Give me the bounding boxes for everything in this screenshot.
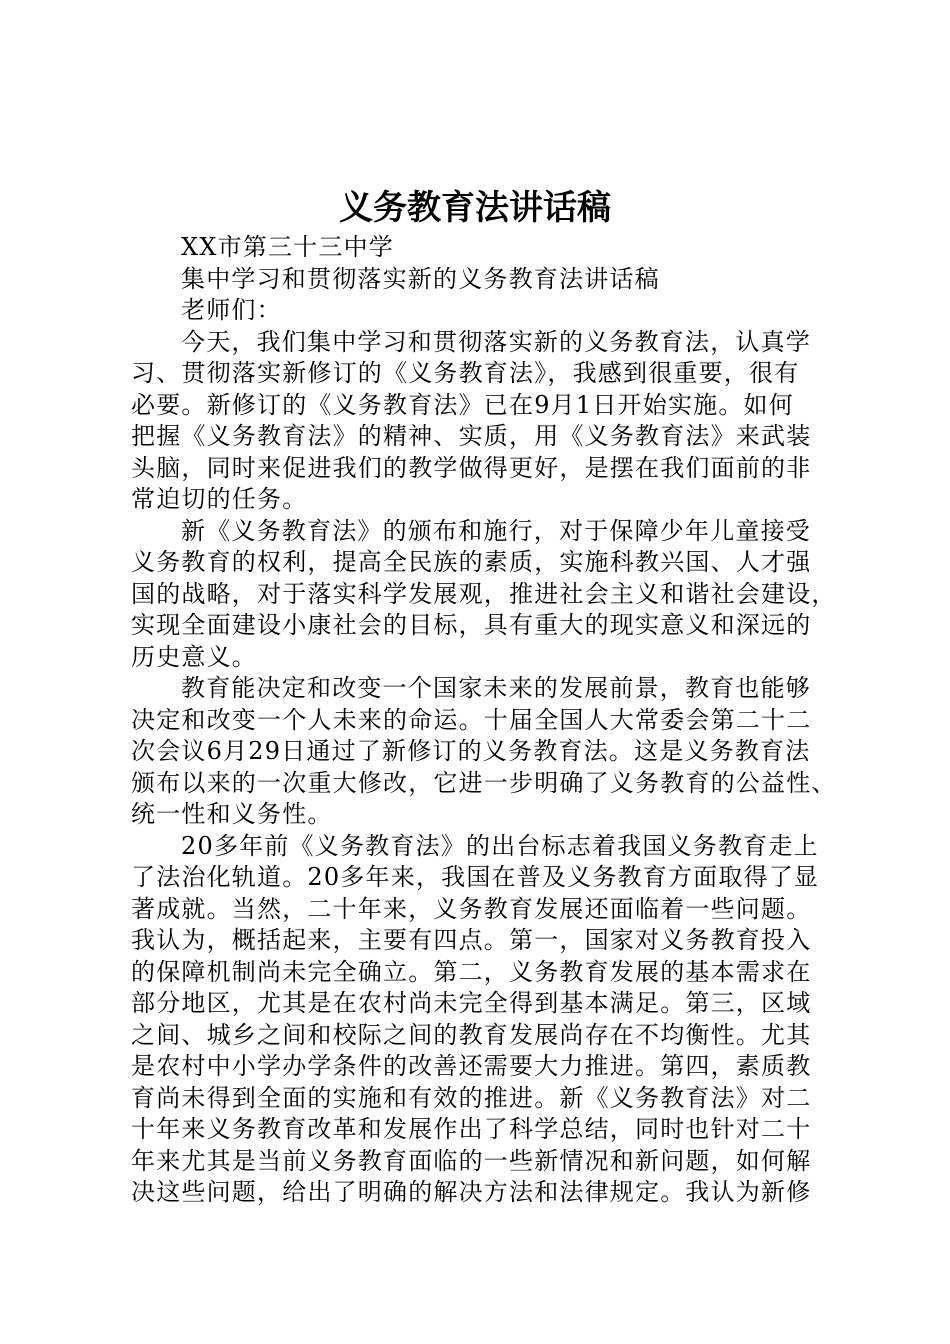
body-line: 国的战略，对于落实科学发展观，推进社会主义和谐社会建设， — [131, 579, 837, 608]
body-line: 义务教育的权利，提高全民族的素质，实施科教兴国、人才强 — [131, 548, 812, 576]
body-line: 常迫切的任务。 — [131, 485, 308, 513]
body-line: 今天，我们集中学习和贯彻落实新的义务教育法，认真学 — [181, 327, 811, 356]
body-line: 了法治化轨道。20多年来，我国在普及义务教育方面取得了显 — [131, 863, 820, 891]
body-line: 育尚未得到全面的实施和有效的推进。新《义务教育法》对二 — [131, 1083, 812, 1112]
body-line: 新《义务教育法》的颁布和施行，对于保障少年儿童接受 — [181, 516, 811, 545]
body-line: 集中学习和贯彻落实新的义务教育法讲话稿 — [181, 264, 660, 293]
body-line: 头脑，同时来促进我们的教学做得更好，是摆在我们面前的非 — [131, 453, 812, 482]
document-body — [131, 232, 837, 1209]
body-line: 习、贯彻落实新修订的《义务教育法》，我感到很重要，很有 — [131, 359, 800, 387]
body-line: 历史意义。 — [131, 642, 257, 671]
document-title: 义务教育法讲话稿 — [339, 188, 611, 228]
body-line: XX市第三十三中学 — [181, 233, 394, 261]
body-line: 决这些问题，给出了明确的解决方法和法律规定。我认为新修 — [131, 1178, 812, 1206]
body-line: 之间、城乡之间和校际之间的教育发展尚存在不均衡性。尤其 — [131, 1020, 812, 1049]
body-line: 实现全面建设小康社会的目标，具有重大的现实意义和深远的 — [131, 611, 812, 639]
body-line: 十年来义务教育改革和发展作出了科学总结，同时也针对二十 — [131, 1115, 812, 1143]
body-line: 次会议6月29日通过了新修订的义务教育法。这是义务教育法 — [131, 737, 811, 765]
body-line: 20多年前《义务教育法》的出台标志着我国义务教育走上 — [181, 831, 819, 860]
body-line: 颁布以来的一次重大修改，它进一步明确了义务教育的公益性、 — [131, 768, 837, 797]
body-line: 是农村中小学办学条件的改善还需要大力推进。第四，素质教 — [131, 1052, 812, 1080]
body-line: 把握《义务教育法》的精神、实质，用《义务教育法》来武装 — [131, 422, 812, 450]
body-line: 必要。新修订的《义务教育法》已在9月1日开始实施。如何 — [131, 390, 794, 419]
body-line: 老师们： — [181, 296, 282, 324]
body-line: 统一性和义务性。 — [131, 800, 333, 828]
body-line: 部分地区，尤其是在农村尚未完全得到基本满足。第三，区域 — [131, 989, 812, 1017]
body-line: 著成就。当然，二十年来，义务教育发展还面临着一些问题。 — [131, 894, 812, 923]
body-line: 教育能决定和改变一个国家未来的发展前景，教育也能够 — [181, 674, 811, 702]
body-line: 我认为，概括起来，主要有四点。第一，国家对义务教育投入 — [131, 926, 812, 954]
body-line: 决定和改变一个人未来的命运。十届全国人大常委会第二十二 — [131, 705, 812, 734]
body-line: 的保障机制尚未完全确立。第二，义务教育发展的基本需求在 — [131, 957, 812, 986]
body-line: 年来尤其是当前义务教育面临的一些新情况和新问题，如何解 — [131, 1146, 812, 1175]
